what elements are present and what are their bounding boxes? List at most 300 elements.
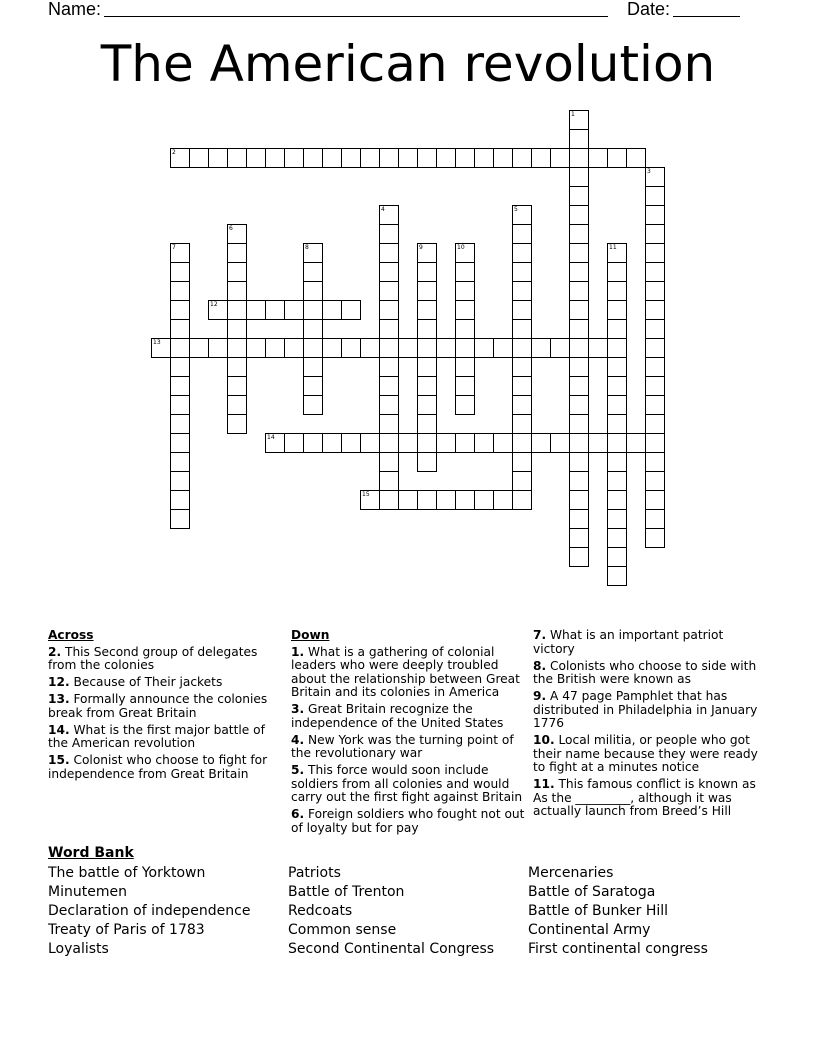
crossword-cell[interactable] xyxy=(645,452,665,472)
crossword-cell[interactable] xyxy=(569,281,589,301)
clue-item-text: Colonists who choose to side with the British were known as xyxy=(533,658,757,686)
crossword-cell[interactable] xyxy=(398,490,418,510)
crossword-cell[interactable] xyxy=(170,509,190,529)
crossword-cell[interactable] xyxy=(417,414,437,434)
crossword-cell[interactable] xyxy=(531,148,551,168)
down-clue-list-continued xyxy=(533,629,765,819)
crossword-cell[interactable] xyxy=(493,490,513,510)
crossword-cell[interactable] xyxy=(341,148,361,168)
crossword-cell[interactable] xyxy=(170,243,190,263)
crossword-cell[interactable] xyxy=(550,148,570,168)
crossword-cell[interactable] xyxy=(645,433,665,453)
clue-item-number: 4. xyxy=(291,732,305,747)
clue-item xyxy=(48,724,274,751)
crossword-cell[interactable] xyxy=(607,262,627,282)
crossword-cell[interactable] xyxy=(417,281,437,301)
crossword-cell[interactable] xyxy=(512,205,532,225)
page-title: The American revolution xyxy=(100,35,716,93)
across-heading: Across xyxy=(48,628,94,642)
name-label: Name: xyxy=(48,0,102,19)
word-bank-item: Second Continental Congress xyxy=(288,941,495,957)
crossword-cell[interactable] xyxy=(607,452,627,472)
crossword-cell[interactable] xyxy=(360,148,380,168)
crossword-cell[interactable] xyxy=(265,300,285,320)
crossword-cell[interactable] xyxy=(607,148,627,168)
crossword-cell[interactable] xyxy=(607,433,627,453)
crossword-cell[interactable] xyxy=(455,148,475,168)
crossword-cell[interactable] xyxy=(170,490,190,510)
clue-number: 13 xyxy=(153,339,161,346)
crossword-cell[interactable] xyxy=(417,357,437,377)
crossword-cell[interactable] xyxy=(170,338,190,358)
clue-item-number: 14. xyxy=(48,722,70,737)
down-heading: Down xyxy=(291,628,330,642)
crossword-cell[interactable] xyxy=(569,262,589,282)
crossword-cell[interactable] xyxy=(284,148,304,168)
crossword-cell[interactable] xyxy=(512,452,532,472)
crossword-cell[interactable] xyxy=(360,433,380,453)
crossword-cell[interactable] xyxy=(417,395,437,415)
crossword-cell[interactable] xyxy=(341,300,361,320)
crossword-cell[interactable] xyxy=(170,414,190,434)
crossword-cell[interactable] xyxy=(170,471,190,491)
clue-item-text: What is a gathering of colonial leaders who were deeply troubled about the relationship between Great Britain and its colonies in America xyxy=(291,644,520,699)
crossword-cell[interactable] xyxy=(531,433,551,453)
crossword-cell[interactable] xyxy=(227,281,247,301)
crossword-cell[interactable] xyxy=(569,148,589,168)
crossword-cell[interactable] xyxy=(474,433,494,453)
crossword-cell[interactable] xyxy=(189,338,209,358)
crossword-cell[interactable] xyxy=(645,300,665,320)
crossword-cell[interactable] xyxy=(588,148,608,168)
crossword-cell[interactable] xyxy=(398,148,418,168)
crossword-cell[interactable] xyxy=(569,547,589,567)
crossword-cell[interactable] xyxy=(284,433,304,453)
crossword-cell[interactable] xyxy=(170,300,190,320)
crossword-cell[interactable] xyxy=(569,490,589,510)
crossword-cell[interactable] xyxy=(398,338,418,358)
clue-number: 1 xyxy=(571,111,575,118)
crossword-cell[interactable] xyxy=(493,338,513,358)
crossword-cell[interactable] xyxy=(379,357,399,377)
crossword-cell[interactable] xyxy=(645,338,665,358)
crossword-cell[interactable] xyxy=(569,528,589,548)
word-bank-item: The battle of Yorktown xyxy=(48,865,206,881)
crossword-cell[interactable] xyxy=(493,148,513,168)
crossword-cell[interactable] xyxy=(455,281,475,301)
crossword-cell[interactable] xyxy=(227,414,247,434)
crossword-cell[interactable] xyxy=(170,319,190,339)
clue-number: 7 xyxy=(172,244,176,251)
crossword-cell[interactable] xyxy=(455,338,475,358)
crossword-cell[interactable] xyxy=(170,148,190,168)
crossword-cell[interactable] xyxy=(569,414,589,434)
crossword-cell[interactable] xyxy=(512,300,532,320)
crossword-cell[interactable] xyxy=(569,509,589,529)
crossword-cell[interactable] xyxy=(417,376,437,396)
crossword-cell[interactable] xyxy=(379,490,399,510)
crossword-cell[interactable] xyxy=(246,148,266,168)
across-clues xyxy=(48,629,274,785)
clue-item-number: 7. xyxy=(533,628,547,642)
clue-item xyxy=(291,646,527,700)
clue-number: 14 xyxy=(267,434,275,441)
crossword-cell[interactable] xyxy=(417,338,437,358)
crossword-cell[interactable] xyxy=(303,376,323,396)
crossword-cell[interactable] xyxy=(303,262,323,282)
crossword-cell[interactable] xyxy=(379,433,399,453)
crossword-cell[interactable] xyxy=(626,148,646,168)
crossword-cell[interactable] xyxy=(208,338,228,358)
crossword-cell[interactable] xyxy=(474,338,494,358)
clue-number: 5 xyxy=(514,206,518,213)
clue-item xyxy=(291,764,527,805)
clue-item-text: New York was the turning point of the revolutionary war xyxy=(291,732,514,760)
clue-item-number: 11. xyxy=(533,777,555,791)
crossword-cell[interactable] xyxy=(227,148,247,168)
word-bank-title: Word Bank xyxy=(48,845,134,861)
crossword-cell[interactable] xyxy=(379,281,399,301)
crossword-cell[interactable] xyxy=(607,566,627,586)
clue-number: 11 xyxy=(609,244,617,251)
down-clue-list xyxy=(291,646,527,836)
crossword-cell[interactable] xyxy=(227,395,247,415)
crossword-cell[interactable] xyxy=(569,110,589,130)
word-bank-item: Mercenaries xyxy=(528,865,614,881)
crossword-cell[interactable] xyxy=(379,376,399,396)
crossword-cell[interactable] xyxy=(170,281,190,301)
clue-item-text: What is an important patriot victory xyxy=(533,628,724,656)
crossword-cell[interactable] xyxy=(588,338,608,358)
crossword-cell[interactable] xyxy=(455,357,475,377)
clue-item xyxy=(291,703,527,730)
crossword-cell[interactable] xyxy=(455,319,475,339)
crossword-cell[interactable] xyxy=(151,338,171,358)
crossword-cell[interactable] xyxy=(569,319,589,339)
crossword-cell[interactable] xyxy=(569,357,589,377)
crossword-cell[interactable] xyxy=(322,433,342,453)
word-bank-item: Common sense xyxy=(288,922,397,938)
crossword-cell[interactable] xyxy=(607,414,627,434)
crossword-cell[interactable] xyxy=(512,433,532,453)
crossword-cell[interactable] xyxy=(208,300,228,320)
crossword-cell[interactable] xyxy=(569,452,589,472)
crossword-cell[interactable] xyxy=(436,338,456,358)
crossword-cell[interactable] xyxy=(417,490,437,510)
crossword-cell[interactable] xyxy=(227,243,247,263)
crossword-cell[interactable] xyxy=(170,357,190,377)
crossword-cell[interactable] xyxy=(265,338,285,358)
crossword-cell[interactable] xyxy=(398,433,418,453)
clue-item-number: 5. xyxy=(291,763,305,777)
crossword-cell[interactable] xyxy=(417,148,437,168)
across-clue-list xyxy=(48,646,274,782)
crossword-cell[interactable] xyxy=(607,319,627,339)
clue-item-text: Colonist who choose to fight for independence from Great Britain xyxy=(48,753,268,781)
word-bank-item: First continental congress xyxy=(528,941,708,957)
crossword-cell[interactable] xyxy=(455,262,475,282)
crossword-cell[interactable] xyxy=(512,148,532,168)
date-label: Date: xyxy=(627,0,671,19)
crossword-cell[interactable] xyxy=(607,376,627,396)
clue-number: 10 xyxy=(457,244,465,251)
crossword-cell[interactable] xyxy=(607,300,627,320)
crossword-cell[interactable] xyxy=(512,357,532,377)
crossword-cell[interactable] xyxy=(455,300,475,320)
crossword-cell[interactable] xyxy=(512,490,532,510)
crossword-cell[interactable] xyxy=(607,281,627,301)
crossword-cell[interactable] xyxy=(170,452,190,472)
clue-number: 4 xyxy=(381,206,385,213)
word-bank-item: Declaration of independence xyxy=(48,903,251,919)
clue-item-text: Because of Their jackets xyxy=(69,675,223,689)
crossword-cell[interactable] xyxy=(379,395,399,415)
crossword-cell[interactable] xyxy=(360,490,380,510)
clue-item-number: 3. xyxy=(291,702,305,716)
crossword-cell[interactable] xyxy=(607,338,627,358)
clue-item-text: Foreign soldiers who fought not out of loyalty but for pay xyxy=(291,807,525,835)
clue-item-number: 10. xyxy=(533,733,555,747)
crossword-cell[interactable] xyxy=(569,205,589,225)
crossword-cell[interactable] xyxy=(303,300,323,320)
clue-item xyxy=(291,734,527,761)
clue-number: 8 xyxy=(305,244,309,251)
clue-item xyxy=(48,754,274,781)
crossword-cell[interactable] xyxy=(379,452,399,472)
crossword-cell[interactable] xyxy=(303,433,323,453)
crossword-cell[interactable] xyxy=(227,376,247,396)
word-bank-item: Battle of Bunker Hill xyxy=(528,903,669,919)
crossword-cell[interactable] xyxy=(379,262,399,282)
clue-number: 15 xyxy=(362,491,370,498)
crossword-cell[interactable] xyxy=(379,205,399,225)
crossword-cell[interactable] xyxy=(645,528,665,548)
crossword-cell[interactable] xyxy=(455,433,475,453)
clue-item-number: 8. xyxy=(533,658,547,673)
clue-item-number: 9. xyxy=(533,689,547,703)
crossword-cell[interactable] xyxy=(227,300,247,320)
crossword-cell[interactable] xyxy=(227,224,247,244)
crossword-cell[interactable] xyxy=(645,490,665,510)
crossword-cell[interactable] xyxy=(569,433,589,453)
crossword-cell[interactable] xyxy=(645,414,665,434)
crossword-cell[interactable] xyxy=(341,338,361,358)
crossword-cell[interactable] xyxy=(227,319,247,339)
crossword-cell[interactable] xyxy=(512,281,532,301)
crossword-cell[interactable] xyxy=(512,224,532,244)
crossword-cell[interactable] xyxy=(227,338,247,358)
clue-item-number: 1. xyxy=(291,644,305,659)
crossword-cell[interactable] xyxy=(436,490,456,510)
word-bank-column-1 xyxy=(48,864,250,959)
clue-number: 9 xyxy=(419,244,423,251)
crossword-cell[interactable] xyxy=(322,148,342,168)
crossword-cell[interactable] xyxy=(569,395,589,415)
crossword-cell[interactable] xyxy=(284,338,304,358)
crossword-cell[interactable] xyxy=(512,471,532,491)
crossword-cell[interactable] xyxy=(607,547,627,567)
crossword-cell[interactable] xyxy=(227,262,247,282)
clue-item-text: A 47 page Pamphlet that has distributed in Philadelphia in January 1776 xyxy=(533,689,758,730)
crossword-cell[interactable] xyxy=(493,433,513,453)
crossword-cell[interactable] xyxy=(474,490,494,510)
crossword-cell[interactable] xyxy=(379,243,399,263)
crossword-cell[interactable] xyxy=(246,338,266,358)
clue-item-number: 12. xyxy=(48,675,70,689)
crossword-cell[interactable] xyxy=(550,338,570,358)
crossword-cell[interactable] xyxy=(645,281,665,301)
crossword-cell[interactable] xyxy=(170,262,190,282)
crossword-cell[interactable] xyxy=(303,281,323,301)
crossword-cell[interactable] xyxy=(569,338,589,358)
crossword-cell[interactable] xyxy=(455,395,475,415)
crossword-cell[interactable] xyxy=(569,300,589,320)
clue-item xyxy=(291,808,527,835)
crossword-cell[interactable] xyxy=(455,490,475,510)
word-bank-item: Battle of Saratoga xyxy=(528,884,656,900)
crossword-cell[interactable] xyxy=(607,243,627,263)
crossword-cell[interactable] xyxy=(588,433,608,453)
crossword-cell[interactable] xyxy=(645,243,665,263)
down-clues-continued xyxy=(533,629,765,822)
crossword-cell[interactable] xyxy=(379,224,399,244)
word-bank-item: Battle of Trenton xyxy=(288,884,405,900)
crossword-cell[interactable] xyxy=(360,338,380,358)
crossword-cell[interactable] xyxy=(303,357,323,377)
crossword-cell[interactable] xyxy=(379,338,399,358)
crossword-cell[interactable] xyxy=(303,319,323,339)
crossword-cell[interactable] xyxy=(569,376,589,396)
crossword-cell[interactable] xyxy=(341,433,361,453)
crossword-cell[interactable] xyxy=(455,243,475,263)
crossword-cell[interactable] xyxy=(379,300,399,320)
crossword-cell[interactable] xyxy=(246,300,266,320)
crossword-cell[interactable] xyxy=(607,509,627,529)
crossword-cell[interactable] xyxy=(208,148,228,168)
crossword-cell[interactable] xyxy=(265,433,285,453)
crossword-cell[interactable] xyxy=(474,148,494,168)
crossword-cell[interactable] xyxy=(607,471,627,491)
clue-item-text: Formally announce the colonies break from Great Britain xyxy=(48,692,268,720)
clue-item xyxy=(48,646,274,673)
crossword-cell[interactable] xyxy=(170,433,190,453)
crossword-cell[interactable] xyxy=(512,338,532,358)
crossword-cell[interactable] xyxy=(436,433,456,453)
crossword-cell[interactable] xyxy=(645,319,665,339)
crossword-cell[interactable] xyxy=(569,129,589,149)
clue-item xyxy=(533,734,765,775)
crossword-cell[interactable] xyxy=(645,395,665,415)
crossword-cell[interactable] xyxy=(645,357,665,377)
clue-number: 12 xyxy=(210,301,218,308)
crossword-cell[interactable] xyxy=(436,148,456,168)
crossword-cell[interactable] xyxy=(569,167,589,187)
crossword-cell[interactable] xyxy=(645,471,665,491)
crossword-cell[interactable] xyxy=(227,357,247,377)
clue-item-text: What is the first major battle of the American revolution xyxy=(48,722,265,750)
clue-number: 2 xyxy=(172,149,176,156)
crossword-cell[interactable] xyxy=(512,319,532,339)
crossword-cell[interactable] xyxy=(569,186,589,206)
crossword-cell[interactable] xyxy=(607,528,627,548)
clue-number: 3 xyxy=(647,168,651,175)
word-bank-item: Loyalists xyxy=(48,941,109,957)
word-bank-column-3 xyxy=(528,864,708,959)
crossword-cell[interactable] xyxy=(512,395,532,415)
crossword-cell[interactable] xyxy=(322,300,342,320)
crossword-cell[interactable] xyxy=(303,395,323,415)
crossword-cell[interactable] xyxy=(607,357,627,377)
crossword-cell[interactable] xyxy=(645,376,665,396)
crossword-cell[interactable] xyxy=(170,395,190,415)
clue-item-number: 13. xyxy=(48,692,70,706)
crossword-cell[interactable] xyxy=(607,395,627,415)
crossword-cell[interactable] xyxy=(417,319,437,339)
crossword-cell[interactable] xyxy=(417,433,437,453)
crossword-cell[interactable] xyxy=(512,414,532,434)
crossword-cell[interactable] xyxy=(417,300,437,320)
word-bank-item: Continental Army xyxy=(528,922,651,938)
crossword-cell[interactable] xyxy=(607,490,627,510)
down-clues xyxy=(291,629,527,839)
crossword-cell[interactable] xyxy=(379,148,399,168)
crossword-cell[interactable] xyxy=(417,262,437,282)
crossword-cell[interactable] xyxy=(284,300,304,320)
clue-item-text: This Second group of delegates from the colonies xyxy=(48,644,258,672)
crossword-cell[interactable] xyxy=(512,262,532,282)
crossword-cell[interactable] xyxy=(303,243,323,263)
word-bank-item: Patriots xyxy=(288,865,341,881)
crossword-cell[interactable] xyxy=(417,452,437,472)
crossword-cell[interactable] xyxy=(379,414,399,434)
crossword-cell[interactable] xyxy=(645,262,665,282)
crossword-cell[interactable] xyxy=(417,243,437,263)
clue-number: 6 xyxy=(229,225,233,232)
crossword-cell[interactable] xyxy=(569,243,589,263)
crossword-cell[interactable] xyxy=(531,338,551,358)
clue-item-text: Local militia, or people who got their name because they were ready to fight at a minutes notice xyxy=(533,733,758,774)
crossword-cell[interactable] xyxy=(645,509,665,529)
crossword-cell[interactable] xyxy=(303,148,323,168)
crossword-cell[interactable] xyxy=(512,376,532,396)
crossword-cell[interactable] xyxy=(265,148,285,168)
clue-item-text: Great Britain recognize the independence of the United States xyxy=(291,702,504,730)
crossword-cell[interactable] xyxy=(569,471,589,491)
crossword-cell[interactable] xyxy=(303,338,323,358)
crossword-cell[interactable] xyxy=(569,224,589,244)
crossword-cell[interactable] xyxy=(170,376,190,396)
crossword-cell[interactable] xyxy=(645,224,665,244)
clue-item xyxy=(533,629,765,656)
crossword-cell[interactable] xyxy=(645,186,665,206)
crossword-cell[interactable] xyxy=(550,433,570,453)
crossword-cell[interactable] xyxy=(322,338,342,358)
crossword-cell[interactable] xyxy=(645,205,665,225)
crossword-cell[interactable] xyxy=(379,471,399,491)
crossword-cell[interactable] xyxy=(455,376,475,396)
clue-item xyxy=(533,778,765,819)
crossword-cell[interactable] xyxy=(379,319,399,339)
clue-item xyxy=(533,660,765,687)
crossword-cell[interactable] xyxy=(189,148,209,168)
clue-item-number: 6. xyxy=(291,807,305,821)
crossword-cell[interactable] xyxy=(645,167,665,187)
clue-item xyxy=(48,676,274,690)
crossword-cell[interactable] xyxy=(512,243,532,263)
word-bank-item: Treaty of Paris of 1783 xyxy=(48,922,205,938)
word-bank-item: Minutemen xyxy=(48,884,127,900)
crossword-cell[interactable] xyxy=(626,433,646,453)
